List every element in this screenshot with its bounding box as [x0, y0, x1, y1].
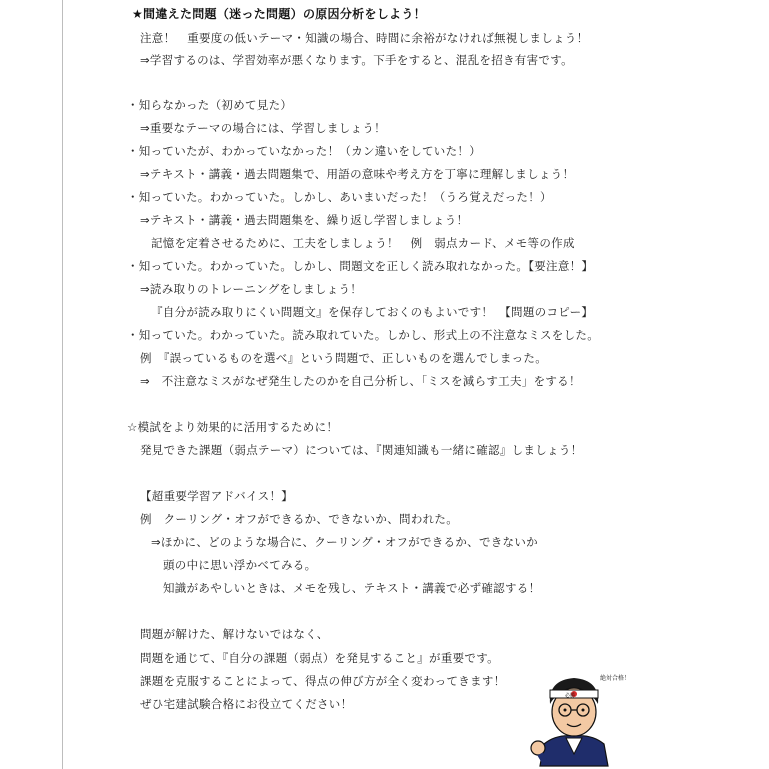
mock-heading: ☆模試をより効果的に活用するために！ — [127, 420, 339, 434]
case-advice: ⇒テキスト・講義・過去問題集を、繰り返し学習しましょう！ — [140, 213, 469, 227]
advice-text: 頭の中に思い浮かべてみる。 — [163, 558, 317, 572]
case-item: ・知らなかった（初めて見た） — [127, 98, 293, 112]
advice-example: 例 クーリング・オフができるか、できないか、問われた。 — [140, 512, 459, 526]
case-advice: ⇒ 不注意なミスがなぜ発生したのかを自己分析し、「ミスを減らす工夫」をする！ — [140, 374, 581, 388]
case-item: ・知っていた。わかっていた。しかし、問題文を正しく読み取れなかった。【要注意！】 — [127, 259, 594, 273]
headband-text: 必勝 — [565, 693, 576, 699]
note-line: 注意！ 重要度の低いテーマ・知識の場合、時間に余裕がなければ無視しましょう！ — [140, 31, 589, 45]
closing-text: ぜひ宅建試験合格にお役立てください！ — [140, 697, 353, 711]
case-advice: ⇒読み取りのトレーニングをしましょう！ — [140, 282, 363, 296]
closing-text: 問題を通じて、『自分の課題（弱点）を発見すること』が重要です。 — [140, 651, 499, 665]
case-advice: ⇒テキスト・講義・過去問題集で、用語の意味や考え方を丁寧に理解しましょう！ — [140, 167, 575, 181]
advice-text: ⇒ほかに、どのような場合に、クーリング・オフができるか、できないか — [151, 535, 538, 549]
closing-text: 問題が解けた、解けないではなく、 — [140, 627, 329, 641]
advice-heading: 【超重要学習アドバイス！】 — [140, 489, 294, 503]
case-item: ・知っていた。わかっていた。しかし、あいまいだった！（うろ覚えだった！） — [127, 190, 552, 204]
advice-text: 知識があやしいときは、メモを残し、テキスト・講義で必ず確認する！ — [163, 581, 541, 595]
heading: ★間違えた問題（迷った問題）の原因分析をしよう！ — [132, 7, 426, 21]
case-item: ・知っていたが、わかっていなかった！（カン違いをしていた！） — [127, 144, 481, 158]
case-example: 例 『誤っているものを選べ』という問題で、正しいものを選んでしまった。 — [140, 351, 548, 365]
case-item: ・知っていた。わかっていた。読み取れていた。しかし、形式上の不注意なミスをした。 — [127, 328, 599, 342]
bubble-text: 絶対合格！ — [600, 675, 631, 682]
case-advice: ⇒重要なテーマの場合には、学習しましょう！ — [140, 121, 386, 135]
mascot-illustration — [526, 670, 631, 766]
closing-text: 課題を克服することによって、得点の伸び方が全く変わってきます！ — [140, 674, 506, 688]
case-advice: 『自分が読み取りにくい問題文』を保存しておくのもよいです！ 【問題のコピー】 — [151, 305, 594, 319]
note-line: ⇒学習するのは、学習効率が悪くなります。下手をすると、混乱を招き有害です。 — [140, 53, 573, 67]
mock-text: 発見できた課題（弱点テーマ）については、『関連知識も一緒に確認』しましょう！ — [140, 443, 583, 457]
case-advice: 記憶を定着させるために、工夫をしましょう！ 例 弱点カード、メモ等の作成 — [151, 236, 575, 250]
